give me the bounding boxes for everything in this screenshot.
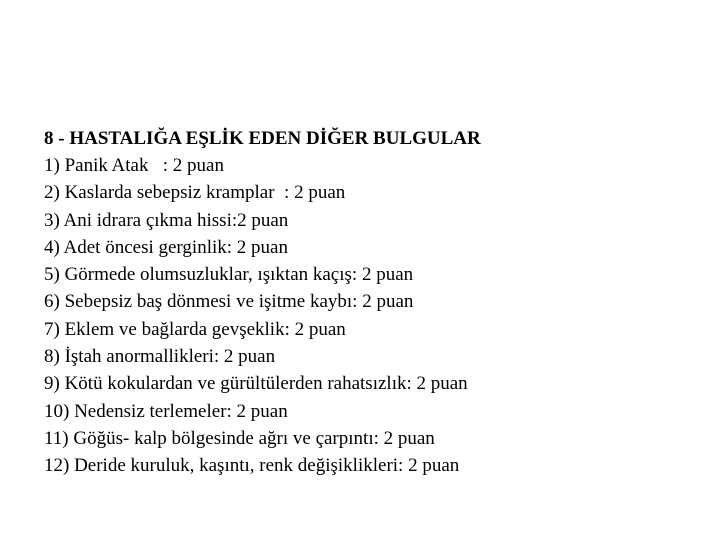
list-item: 5) Görmede olumsuzluklar, ışıktan kaçış: 2 puan [44,264,414,286]
list-item: 9) Kötü kokulardan ve gürültülerden rahatsızlık: 2 puan [44,373,468,395]
slide-heading: 8 - HASTALIĞA EŞLİK EDEN DİĞER BULGULAR [44,128,481,149]
list-item: 10) Nedensiz terlemeler: 2 puan [44,400,288,422]
list-item: 2) Kaslarda sebepsiz kramplar : 2 puan [44,182,346,204]
findings-list [44,152,694,480]
list-item: 3) Ani idrara çıkma hissi:2 puan [44,209,289,231]
list-item: 11) Göğüs- kalp bölgesinde ağrı ve çarpıntı: 2 puan [44,427,435,449]
list-item: 12) Deride kuruluk, kaşıntı, renk değişiklikleri: 2 puan [44,455,460,477]
list-item: 6) Sebepsiz baş dönmesi ve işitme kaybı: 2 puan [44,291,414,313]
list-item: 8) İştah anormallikleri: 2 puan [44,346,276,368]
slide-content [44,125,694,480]
list-item: 1) Panik Atak : 2 puan [44,155,224,176]
list-item: 7) Eklem ve bağlarda gevşeklik: 2 puan [44,318,346,340]
list-item: 4) Adet öncesi gerginlik: 2 puan [44,236,288,258]
